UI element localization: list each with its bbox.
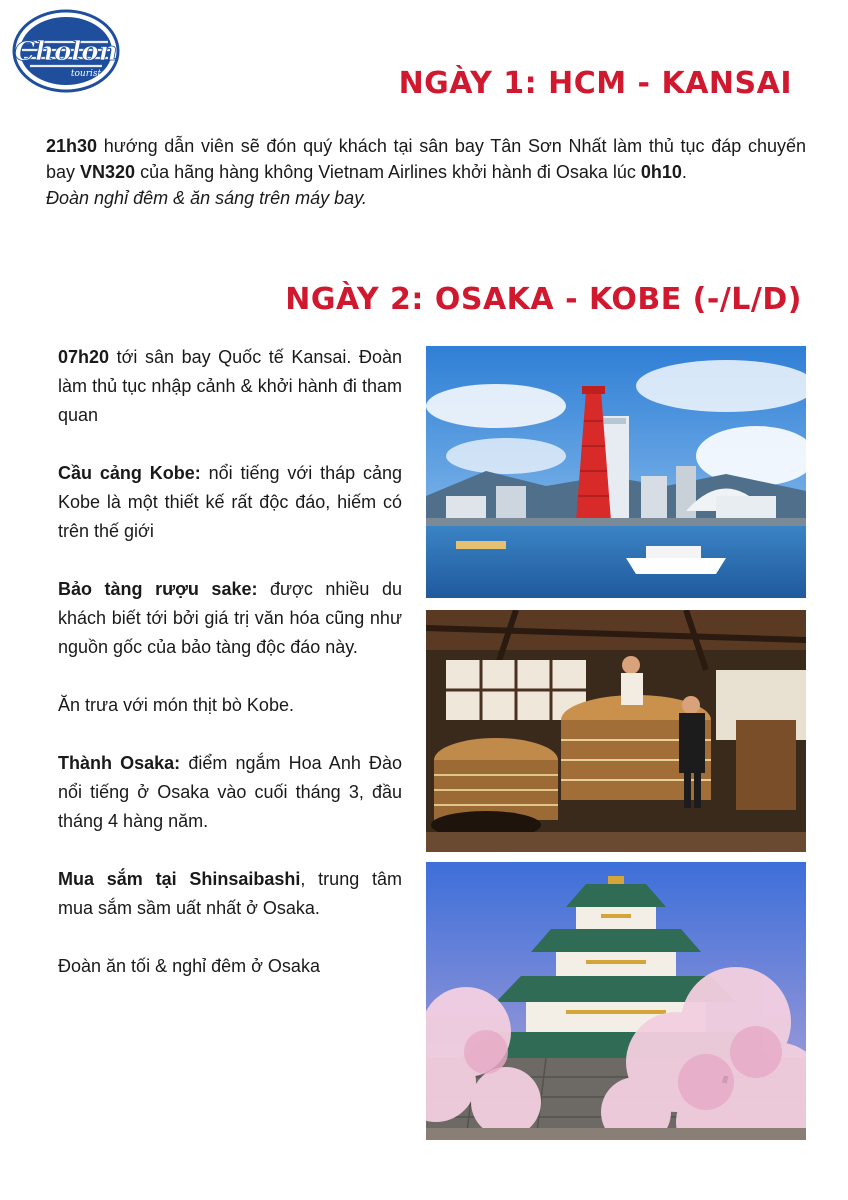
itinerary-item-arrival	[58, 343, 402, 430]
day1-text-end: .	[681, 162, 687, 182]
day1-time: 21h30	[46, 136, 98, 156]
day1-text-a: hướng dẫn viên sẽ đón quý khách tại sân bay Tân Sơn Nhất làm thủ tục đáp chuyến bay	[46, 136, 806, 182]
item-text: được nhiều du khách biết tới bởi giá trị văn hóa cũng như nguồn gốc của bảo tàng độc đáo này.	[58, 579, 402, 657]
day1-depart-time: 0h10	[640, 162, 682, 182]
item-text: , trung tâm mua sắm sầm uất nhất ở Osaka.	[58, 869, 402, 918]
day1-title: NGÀY 1: HCM - KANSAI	[398, 66, 792, 101]
osaka-castle-photo	[426, 862, 806, 1140]
item-text: điểm ngắm Hoa Anh Đào nổi tiếng ở Osaka vào cuối tháng 3, đầu tháng 4 hàng năm.	[58, 753, 402, 831]
day1-note	[46, 185, 806, 211]
itinerary-item-osaka-castle	[58, 749, 402, 836]
day1-flight: VN320	[80, 162, 136, 182]
item-text: nổi tiếng với tháp cảng Kobe là một thiết kế rất độc đáo, hiếm có trên thế giới	[58, 463, 402, 541]
itinerary-item-dinner	[58, 952, 402, 981]
itinerary-item-sake-museum	[58, 575, 402, 662]
item-text: Đoàn ăn tối & nghỉ đêm ở Osaka	[58, 956, 320, 976]
item-bold: Mua sắm tại Shinsaibashi	[58, 869, 301, 889]
logo-subtext: tourist	[70, 69, 102, 79]
item-bold: 07h20	[58, 347, 110, 367]
cholon-tourist-logo	[12, 8, 120, 94]
sake-museum-photo	[426, 610, 806, 852]
item-bold: Bảo tàng rượu sake:	[58, 579, 258, 599]
logo-wordmark: Cholon	[14, 37, 118, 67]
day2-title: NGÀY 2: OSAKA - KOBE (-/L/D)	[285, 282, 802, 317]
day1-paragraph	[46, 133, 806, 185]
itinerary-item-lunch	[58, 691, 402, 720]
item-text: tới sân bay Quốc tế Kansai. Đoàn làm thủ tục nhập cảnh & khởi hành đi tham quan	[58, 347, 402, 425]
day1-text-b: của hãng hàng không Vietnam Airlines khởi hành đi Osaka lúc	[135, 162, 641, 182]
item-bold: Cầu cảng Kobe:	[58, 463, 201, 483]
itinerary-item-shinsaibashi	[58, 865, 402, 923]
item-bold: Thành Osaka:	[58, 753, 181, 773]
day1-note-text: Đoàn nghỉ đêm & ăn sáng trên máy bay.	[46, 188, 367, 208]
day2-itinerary	[58, 343, 402, 1010]
kobe-port-photo	[426, 346, 806, 598]
day1-description	[46, 133, 806, 211]
itinerary-item-kobe-port	[58, 459, 402, 546]
item-text: Ăn trưa với món thịt bò Kobe.	[58, 695, 294, 715]
